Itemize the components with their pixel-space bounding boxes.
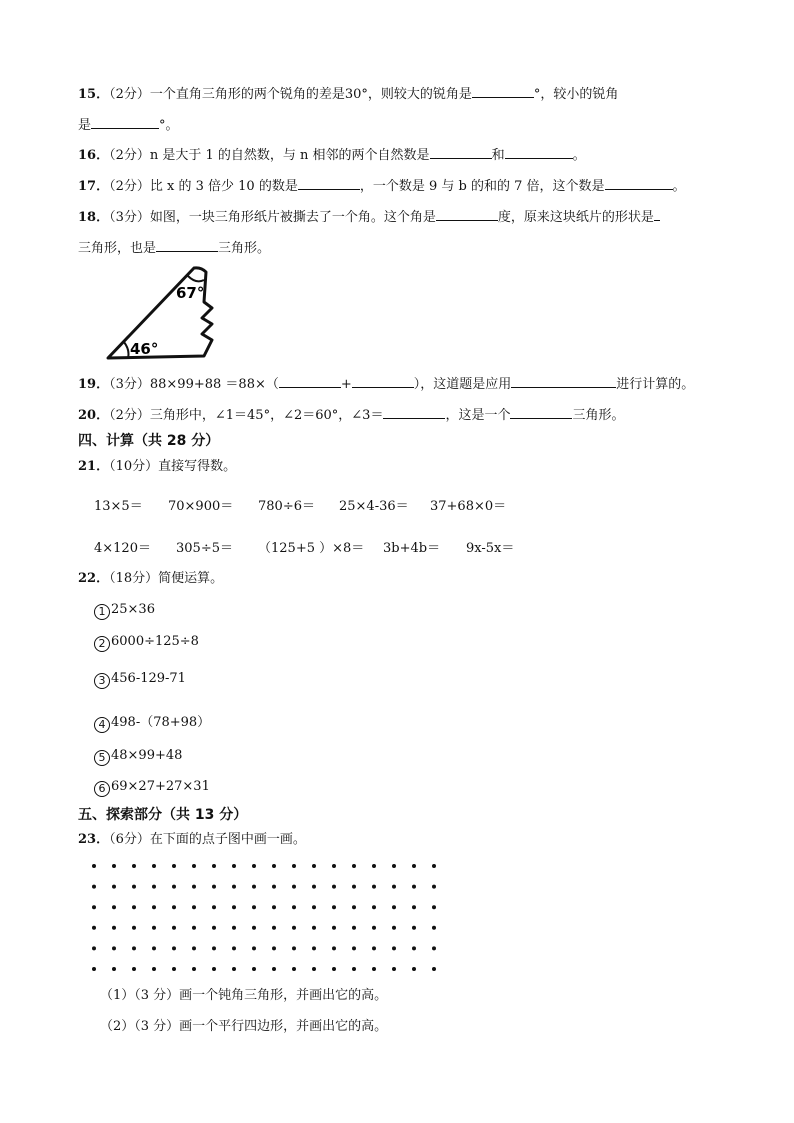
grid-dot bbox=[372, 967, 376, 971]
grid-dot bbox=[272, 905, 276, 909]
grid-dot bbox=[152, 864, 156, 868]
q18-number: 18． bbox=[78, 210, 110, 225]
answer-blank[interactable] bbox=[279, 374, 341, 388]
q20-score: （2分） bbox=[109, 408, 150, 423]
grid-dot bbox=[252, 885, 256, 889]
grid-dot bbox=[172, 926, 176, 930]
grid-dot bbox=[412, 905, 416, 909]
grid-dot bbox=[172, 885, 176, 889]
answer-blank[interactable] bbox=[505, 145, 573, 159]
question-22 bbox=[78, 570, 223, 588]
answer-blank[interactable] bbox=[436, 207, 498, 221]
q17-score: （2分） bbox=[109, 179, 150, 194]
grid-dot bbox=[232, 885, 236, 889]
grid-dot bbox=[412, 946, 416, 950]
grid-dot bbox=[112, 864, 116, 868]
grid-dot bbox=[332, 967, 336, 971]
question-15-cont bbox=[78, 115, 179, 135]
answer-blank[interactable] bbox=[298, 176, 360, 190]
grid-dot bbox=[92, 905, 96, 909]
grid-dot bbox=[312, 864, 316, 868]
grid-dot bbox=[392, 967, 396, 971]
grid-dot bbox=[272, 946, 276, 950]
grid-dot bbox=[92, 885, 96, 889]
grid-dot bbox=[172, 967, 176, 971]
angle-arc-bottom bbox=[124, 342, 129, 358]
grid-dot bbox=[352, 885, 356, 889]
grid-dot bbox=[172, 905, 176, 909]
question-20 bbox=[78, 405, 624, 425]
grid-dot bbox=[372, 905, 376, 909]
q23-score: （6分） bbox=[109, 832, 150, 847]
grid-dot bbox=[272, 926, 276, 930]
grid-dot bbox=[192, 905, 196, 909]
grid-dot bbox=[292, 926, 296, 930]
q15-score: （2分） bbox=[109, 87, 150, 102]
grid-dot bbox=[192, 926, 196, 930]
calc-item: 70×900＝ bbox=[168, 499, 234, 514]
grid-dot bbox=[152, 926, 156, 930]
q21-text: 直接写得数。 bbox=[158, 459, 237, 474]
grid-dot bbox=[232, 967, 236, 971]
torn-triangle-figure bbox=[104, 262, 224, 362]
q18-score: （3分） bbox=[109, 210, 150, 225]
q16-text: 和 bbox=[491, 148, 505, 163]
calc-item: 37+68×0＝ bbox=[430, 499, 507, 514]
grid-dot bbox=[172, 864, 176, 868]
grid-dot bbox=[312, 967, 316, 971]
grid-dot bbox=[232, 905, 236, 909]
grid-dot bbox=[332, 905, 336, 909]
grid-dot bbox=[152, 946, 156, 950]
grid-dot bbox=[312, 905, 316, 909]
calc-step-3 bbox=[94, 671, 186, 689]
grid-dot bbox=[372, 946, 376, 950]
calc-item: 3b+4b＝ bbox=[383, 541, 441, 556]
q19-score: （3分） bbox=[109, 377, 150, 392]
angle-label-top: 67° bbox=[176, 284, 205, 302]
answer-blank[interactable] bbox=[510, 405, 572, 419]
grid-dot bbox=[112, 967, 116, 971]
grid-dot bbox=[92, 864, 96, 868]
question-16 bbox=[78, 145, 586, 165]
q22-number: 22． bbox=[78, 571, 110, 586]
grid-dot bbox=[92, 967, 96, 971]
grid-dot bbox=[212, 905, 216, 909]
question-23 bbox=[78, 831, 306, 849]
calc-item: 25×4-36＝ bbox=[339, 499, 409, 514]
q20-text: 三角形中，∠1＝45°，∠2＝60°，∠3＝ bbox=[149, 408, 384, 423]
grid-dot bbox=[412, 967, 416, 971]
grid-dot bbox=[292, 967, 296, 971]
grid-dot bbox=[292, 946, 296, 950]
q17-text: 。 bbox=[672, 179, 686, 194]
grid-dot bbox=[112, 926, 116, 930]
q23-sub-1: （1）（3 分）画一个钝角三角形，并画出它的高。 bbox=[100, 988, 388, 1003]
q18-text: 度，原来这块纸片的形状是 bbox=[497, 210, 654, 225]
calc-item: （125+5 ）×8＝ bbox=[258, 541, 365, 556]
q17-text: 比 x 的 3 倍少 10 的数是 bbox=[149, 179, 298, 194]
calc-item: 9x-5x＝ bbox=[466, 541, 515, 556]
grid-dot bbox=[232, 926, 236, 930]
answer-blank[interactable] bbox=[654, 207, 660, 221]
grid-dot bbox=[112, 885, 116, 889]
grid-dot bbox=[112, 946, 116, 950]
grid-dot bbox=[352, 967, 356, 971]
grid-dot bbox=[232, 864, 236, 868]
grid-dot bbox=[392, 946, 396, 950]
grid-dot bbox=[332, 946, 336, 950]
answer-blank[interactable] bbox=[511, 374, 616, 388]
step-expression: 498-（78+98） bbox=[111, 715, 211, 730]
grid-dot bbox=[172, 946, 176, 950]
section-heading-5: 五、探索部分（共 13 分） bbox=[78, 807, 248, 823]
q16-text: n 是大于 1 的自然数，与 n 相邻的两个自然数是 bbox=[149, 148, 430, 163]
question-18 bbox=[78, 207, 660, 227]
circled-number: 2 bbox=[94, 636, 110, 652]
calc-item: 305÷5＝ bbox=[176, 541, 233, 556]
question-15 bbox=[78, 84, 618, 104]
grid-dot bbox=[412, 864, 416, 868]
grid-dot bbox=[392, 885, 396, 889]
grid-dot bbox=[432, 967, 436, 971]
grid-dot bbox=[312, 926, 316, 930]
grid-dot bbox=[212, 864, 216, 868]
q19-text: ），这道题是应用 bbox=[413, 377, 512, 392]
step-expression: 25×36 bbox=[111, 602, 155, 617]
grid-dot bbox=[352, 926, 356, 930]
grid-dot bbox=[352, 946, 356, 950]
answer-blank[interactable] bbox=[605, 176, 673, 190]
grid-dot bbox=[132, 926, 136, 930]
q17-number: 17． bbox=[78, 179, 110, 194]
calc-item: 4×120＝ bbox=[94, 541, 151, 556]
q20-text: ，这是一个 bbox=[445, 408, 511, 423]
grid-dot bbox=[192, 885, 196, 889]
grid-dot bbox=[352, 864, 356, 868]
circled-number: 1 bbox=[94, 604, 110, 620]
calc-step-1 bbox=[94, 602, 155, 620]
q22-score: （18分） bbox=[109, 571, 159, 586]
q22-text: 简便运算。 bbox=[158, 571, 224, 586]
q18-text: 三角形。 bbox=[218, 241, 271, 256]
q23-number: 23． bbox=[78, 832, 110, 847]
calc-step-6 bbox=[94, 779, 210, 797]
answer-blank[interactable] bbox=[91, 115, 159, 129]
grid-dot bbox=[192, 967, 196, 971]
grid-dot bbox=[132, 905, 136, 909]
q21-number: 21． bbox=[78, 459, 110, 474]
grid-dot bbox=[372, 885, 376, 889]
grid-dot bbox=[392, 905, 396, 909]
question-19 bbox=[78, 374, 694, 394]
grid-dot bbox=[132, 946, 136, 950]
grid-dot bbox=[212, 946, 216, 950]
grid-dot bbox=[252, 864, 256, 868]
q19-text: + bbox=[340, 377, 352, 392]
calc-step-2 bbox=[94, 634, 199, 652]
grid-dot bbox=[232, 946, 236, 950]
grid-dot bbox=[212, 926, 216, 930]
q21-score: （10分） bbox=[109, 459, 159, 474]
grid-dot bbox=[432, 926, 436, 930]
q16-number: 16． bbox=[78, 148, 110, 163]
q15-text: °。 bbox=[159, 118, 179, 133]
q16-text: 。 bbox=[572, 148, 586, 163]
section-heading-4: 四、计算（共 28 分） bbox=[78, 433, 220, 449]
step-expression: 6000÷125÷8 bbox=[111, 634, 199, 649]
step-expression: 456-129-71 bbox=[111, 671, 186, 686]
answer-blank[interactable] bbox=[383, 405, 445, 419]
step-expression: 69×27+27×31 bbox=[111, 779, 210, 794]
grid-dot bbox=[212, 885, 216, 889]
answer-blank[interactable] bbox=[430, 145, 492, 159]
grid-dot bbox=[312, 946, 316, 950]
q16-score: （2分） bbox=[109, 148, 150, 163]
answer-blank[interactable] bbox=[156, 238, 218, 252]
grid-dot bbox=[252, 926, 256, 930]
circled-number: 3 bbox=[94, 673, 110, 689]
grid-dot bbox=[132, 885, 136, 889]
grid-dot bbox=[332, 926, 336, 930]
answer-blank[interactable] bbox=[352, 374, 414, 388]
q19-text: 88×99+88 ＝88×（ bbox=[149, 377, 279, 392]
grid-dot bbox=[292, 885, 296, 889]
question-18-cont bbox=[78, 238, 270, 258]
grid-dot bbox=[252, 946, 256, 950]
question-17 bbox=[78, 176, 686, 196]
grid-dot bbox=[432, 946, 436, 950]
q23-sub-2: （2）（3 分）画一个平行四边形，并画出它的高。 bbox=[100, 1019, 388, 1034]
circled-number: 5 bbox=[94, 750, 110, 766]
question-21 bbox=[78, 458, 236, 476]
grid-dot bbox=[332, 885, 336, 889]
circled-number: 4 bbox=[94, 717, 110, 733]
answer-blank[interactable] bbox=[472, 84, 534, 98]
grid-dot bbox=[132, 864, 136, 868]
step-expression: 48×99+48 bbox=[111, 748, 183, 763]
calc-item: 13×5＝ bbox=[94, 499, 143, 514]
q18-text: 三角形，也是 bbox=[78, 241, 157, 256]
grid-dot bbox=[412, 885, 416, 889]
grid-dot bbox=[392, 926, 396, 930]
dot-grid[interactable] bbox=[88, 860, 448, 980]
q15-text: °，较小的锐角 bbox=[533, 87, 619, 102]
grid-dot bbox=[152, 967, 156, 971]
grid-dot bbox=[432, 905, 436, 909]
grid-dot bbox=[292, 905, 296, 909]
grid-dot bbox=[192, 864, 196, 868]
grid-dot bbox=[352, 905, 356, 909]
angle-arc-top bbox=[188, 276, 204, 281]
q15-text: 是 bbox=[78, 118, 92, 133]
grid-dot bbox=[112, 905, 116, 909]
q17-text: ，一个数是 9 与 b 的和的 7 倍，这个数是 bbox=[359, 179, 605, 194]
grid-dot bbox=[312, 885, 316, 889]
circled-number: 6 bbox=[94, 781, 110, 797]
grid-dot bbox=[92, 926, 96, 930]
grid-dot bbox=[292, 864, 296, 868]
calc-step-4 bbox=[94, 711, 210, 733]
q20-text: 三角形。 bbox=[572, 408, 625, 423]
grid-dot bbox=[332, 864, 336, 868]
q23-text: 在下面的点子图中画一画。 bbox=[149, 832, 306, 847]
grid-dot bbox=[132, 967, 136, 971]
grid-dot bbox=[412, 926, 416, 930]
q15-text: 一个直角三角形的两个锐角的差是30°，则较大的锐角是 bbox=[149, 87, 472, 102]
q19-number: 19． bbox=[78, 377, 110, 392]
grid-dot bbox=[152, 885, 156, 889]
grid-dot bbox=[192, 946, 196, 950]
grid-dot bbox=[272, 967, 276, 971]
calc-step-5 bbox=[94, 748, 182, 766]
calc-item: 780÷6＝ bbox=[258, 499, 315, 514]
grid-dot bbox=[92, 946, 96, 950]
grid-dot bbox=[272, 885, 276, 889]
grid-dot bbox=[432, 885, 436, 889]
grid-dot bbox=[252, 967, 256, 971]
q15-number: 15． bbox=[78, 87, 110, 102]
q20-number: 20． bbox=[78, 408, 110, 423]
q19-text: 进行计算的。 bbox=[616, 377, 695, 392]
angle-label-bottom: 46° bbox=[130, 340, 159, 358]
grid-dot bbox=[372, 864, 376, 868]
grid-dot bbox=[392, 864, 396, 868]
grid-dot bbox=[252, 905, 256, 909]
grid-dot bbox=[272, 864, 276, 868]
q18-text: 如图，一块三角形纸片被撕去了一个角。这个角是 bbox=[149, 210, 436, 225]
grid-dot bbox=[432, 864, 436, 868]
grid-dot bbox=[372, 926, 376, 930]
grid-dot bbox=[212, 967, 216, 971]
grid-dot bbox=[152, 905, 156, 909]
